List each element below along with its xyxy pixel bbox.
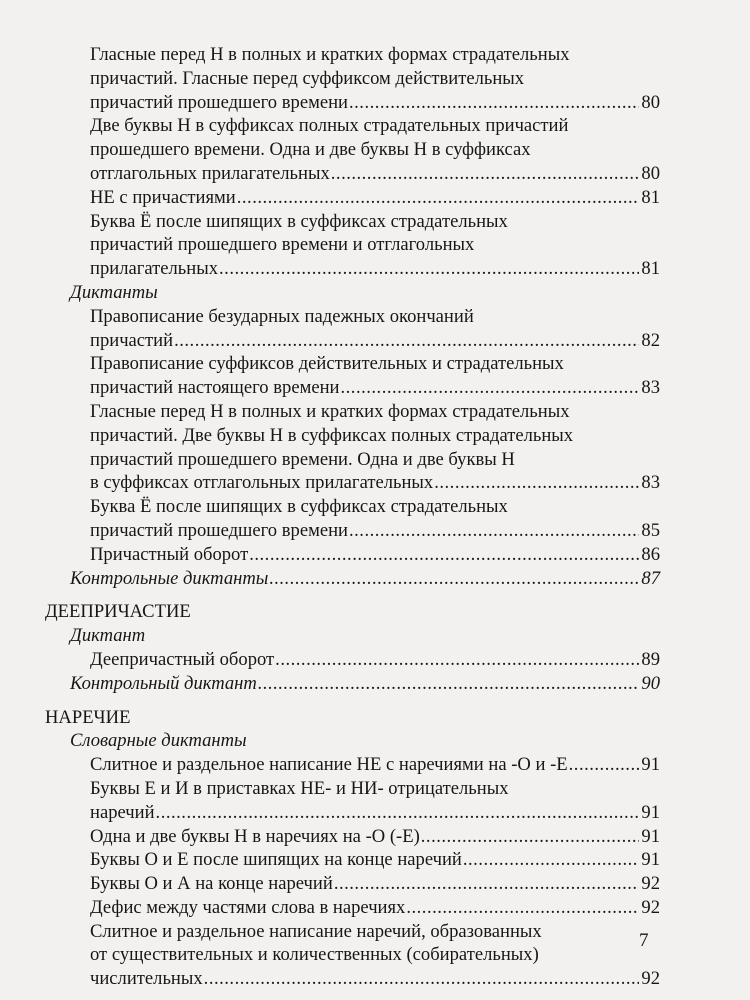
toc-line [45, 648, 660, 672]
dot-leader [258, 672, 639, 696]
toc-line-text: числительных [90, 968, 203, 990]
toc-line [45, 281, 660, 305]
toc-line [45, 920, 660, 944]
dot-leader [237, 186, 639, 210]
toc-line-text: причастий [90, 329, 174, 351]
toc-line [45, 825, 660, 849]
page-number: 7 [639, 930, 649, 951]
toc-line [45, 567, 660, 591]
toc-line [45, 753, 660, 777]
toc-line-text: наречий [90, 801, 155, 823]
toc-line [45, 210, 660, 234]
toc-line-text: Буква Ё после шипящих в суффиксах страдательных [90, 210, 508, 232]
toc-line-text: причастий прошедшего времени [90, 519, 348, 541]
toc-line-text: Дефис между частями слова в наречиях [90, 896, 406, 918]
toc-line [45, 801, 660, 825]
toc-line [45, 329, 660, 353]
toc-line [45, 67, 660, 91]
toc-page-number: 91 [641, 825, 660, 847]
toc-page-number: 81 [641, 258, 660, 280]
toc-page-number: 83 [641, 472, 660, 494]
dot-leader [421, 825, 639, 849]
toc-line-text: от существительных и количественных (собирательных) [90, 944, 539, 966]
toc-line-text: причастий. Гласные перед суффиксом действительных [90, 67, 525, 89]
dot-leader [349, 91, 639, 115]
toc-line-text: Буквы О и А на конце наречий [90, 873, 333, 895]
dot-leader [334, 872, 639, 896]
toc-line [45, 624, 660, 648]
toc-category [45, 281, 660, 305]
toc-page-number: 90 [641, 672, 660, 694]
dot-leader [406, 896, 639, 920]
toc-line [45, 257, 660, 281]
toc-line [45, 424, 660, 448]
toc-line-text: Причастный оборот [90, 543, 249, 565]
toc-page-number: 92 [641, 896, 660, 918]
toc-entry [45, 305, 660, 353]
toc-line-text: прошедшего времени. Одна и две буквы Н в суффиксах [90, 139, 531, 161]
toc-line-text: Гласные перед Н в полных и кратких формах страдательных [90, 400, 570, 422]
toc-line-text: ДЕЕПРИЧАСТИЕ [45, 601, 191, 623]
dot-leader [569, 753, 639, 777]
toc-line [45, 672, 660, 696]
toc-line-text: Одна и две буквы Н в наречиях на -О (-Е) [90, 825, 420, 847]
toc-line [45, 186, 660, 210]
toc-line-text: Диктанты [70, 281, 158, 303]
toc-page-number: 87 [641, 567, 660, 589]
dot-leader [463, 848, 639, 872]
toc-page-number: 91 [641, 849, 660, 871]
toc-line [45, 376, 660, 400]
dot-leader [174, 329, 639, 353]
toc-page-number: 85 [641, 519, 660, 541]
toc-line-text: Словарные диктанты [70, 730, 247, 752]
toc-page-number: 81 [641, 186, 660, 208]
toc-entry [45, 777, 660, 825]
toc-page-number: 92 [641, 968, 660, 990]
toc-line-text: НАРЕЧИЕ [45, 706, 131, 728]
toc-line [45, 448, 660, 472]
toc-line-text: прилагательных [90, 258, 219, 280]
toc-entry [45, 848, 660, 872]
toc-line [45, 138, 660, 162]
toc-entry [45, 114, 660, 185]
toc-line-text: причастий прошедшего времени [90, 91, 348, 113]
toc-line-text: Слитное и раздельное написание НЕ с наречиями на -О и -Е [90, 754, 568, 776]
toc-line [45, 967, 660, 991]
toc-page-number: 83 [641, 377, 660, 399]
toc-category [45, 624, 660, 648]
toc-line [45, 305, 660, 329]
toc-line [45, 896, 660, 920]
toc-entry [45, 352, 660, 400]
toc-line-text: Две буквы Н в суффиксах полных страдательных причастий [90, 115, 569, 137]
dot-leader [269, 567, 639, 591]
dot-leader [331, 162, 639, 186]
toc-line [45, 600, 660, 624]
toc-page-number: 91 [641, 801, 660, 823]
toc-page-number: 82 [641, 329, 660, 351]
toc-line [45, 91, 660, 115]
toc-line [45, 43, 660, 67]
dot-leader [349, 519, 639, 543]
toc-line-text: причастий. Две буквы Н в суффиксах полных страдательных [90, 424, 574, 446]
toc-category [45, 567, 660, 591]
toc-line [45, 777, 660, 801]
toc-line [45, 519, 660, 543]
toc-section-heading [45, 600, 660, 624]
toc-entry [45, 648, 660, 672]
toc-line-text: Гласные перед Н в полных и кратких формах страдательных [90, 44, 570, 65]
toc-line-text: Деепричастный оборот [90, 648, 275, 670]
toc-line-text: Правописание суффиксов действительных и страдательных [90, 353, 564, 375]
toc-line-text: Диктант [70, 625, 146, 647]
toc-entry [45, 543, 660, 567]
dot-leader [275, 648, 639, 672]
toc-line [45, 495, 660, 519]
toc-entry [45, 920, 660, 991]
toc-page-number: 86 [641, 543, 660, 565]
toc-section-heading [45, 706, 660, 730]
table-of-contents [45, 43, 660, 991]
dot-leader [341, 376, 640, 400]
toc-line [45, 471, 660, 495]
toc-entry [45, 210, 660, 281]
toc-line-text: Контрольные диктанты [70, 567, 269, 589]
toc-entry [45, 495, 660, 543]
dot-leader [249, 543, 639, 567]
toc-line [45, 162, 660, 186]
dot-leader [434, 471, 639, 495]
toc-line-text: Слитное и раздельное написание наречий, образованных [90, 920, 542, 942]
toc-line-text: причастий прошедшего времени и отглагольных [90, 234, 475, 256]
toc-entry [45, 896, 660, 920]
toc-line [45, 400, 660, 424]
toc-line [45, 352, 660, 376]
toc-page-number: 80 [641, 162, 660, 184]
toc-line [45, 114, 660, 138]
dot-leader [219, 257, 639, 281]
toc-line [45, 848, 660, 872]
toc-line [45, 543, 660, 567]
toc-line-text: причастий настоящего времени [90, 377, 340, 399]
toc-entry [45, 825, 660, 849]
toc-line [45, 233, 660, 257]
toc-entry [45, 753, 660, 777]
toc-line-text: Буквы Е и И в приставках НЕ- и НИ- отрицательных [90, 777, 509, 799]
toc-line-text: Правописание безударных падежных окончаний [90, 305, 474, 327]
toc-page-number: 92 [641, 873, 660, 895]
toc-line [45, 943, 660, 967]
toc-line [45, 872, 660, 896]
toc-line-text: причастий прошедшего времени. Одна и две буквы Н [90, 448, 515, 470]
toc-entry [45, 872, 660, 896]
toc-page-number: 80 [641, 91, 660, 113]
toc-entry [45, 186, 660, 210]
toc-line [45, 729, 660, 753]
toc-entry [45, 43, 660, 114]
dot-leader [204, 967, 639, 991]
toc-line-text: Контрольный диктант [70, 672, 257, 694]
toc-line [45, 706, 660, 730]
toc-page-number: 89 [641, 648, 660, 670]
toc-line-text: Буква Ё после шипящих в суффиксах страдательных [90, 496, 508, 518]
toc-line-text: Буквы О и Е после шипящих на конце наречий [90, 849, 462, 871]
toc-category [45, 672, 660, 696]
toc-entry [45, 400, 660, 495]
toc-category [45, 729, 660, 753]
toc-line-text: отглагольных прилагательных [90, 162, 330, 184]
toc-line-text: в суффиксах отглагольных прилагательных [90, 472, 434, 494]
toc-line-text: НЕ с причастиями [90, 186, 236, 208]
toc-page-number: 91 [641, 754, 660, 776]
dot-leader [156, 801, 639, 825]
